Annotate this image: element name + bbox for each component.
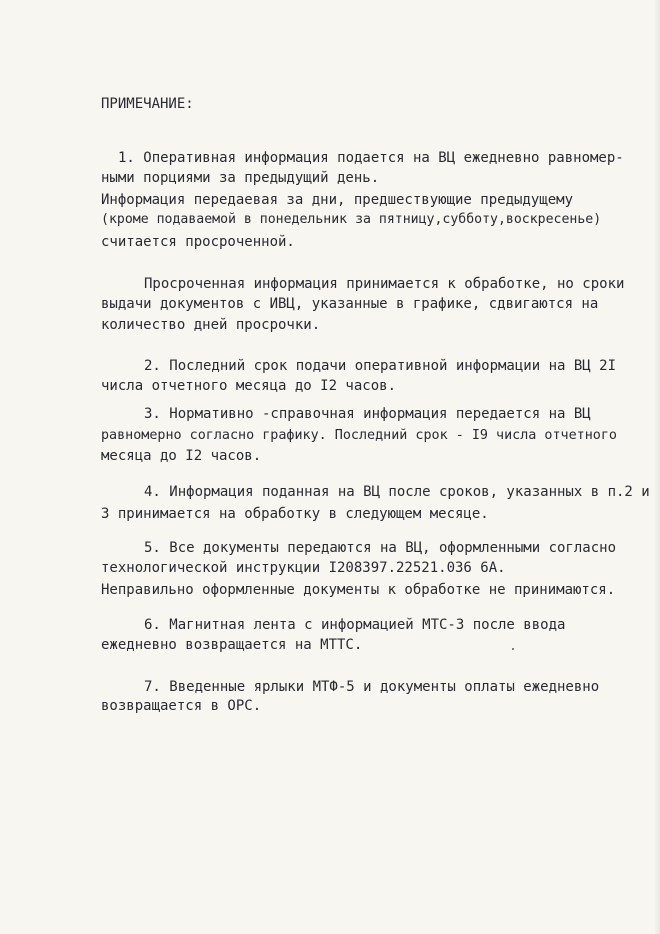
paragraph-6-line-2: технологической инструкции I208397.22521.036 6А. xyxy=(101,560,506,576)
paragraph-7-line-1: 6. Магнитная лента с информацией МТС-3 после ввода xyxy=(144,617,566,633)
paragraph-5-line-1: 4. Информация поданная на ВЦ после сроков, указанных в п.2 и xyxy=(144,484,650,500)
paragraph-1-line-1: 1. Оперативная информация подается на ВЦ ежедневно равномер- xyxy=(118,150,624,166)
paragraph-8-line-2: возвращается в ОРС. xyxy=(101,698,262,714)
paragraph-1-line-3: Информация передаевая за дни, предшествующие предыдущему xyxy=(101,192,574,208)
scan-speck xyxy=(512,648,514,650)
paragraph-4-line-1: 3. Нормативно -справочная информация передается на ВЦ xyxy=(144,406,591,422)
paragraph-2-line-3: количество дней просрочки. xyxy=(101,317,321,333)
paragraph-4-line-2: равномерно согласно графику. Последний срок - I9 числа отчетного xyxy=(101,428,617,443)
paragraph-1-line-2: ными порциями за предыдущий день. xyxy=(101,170,380,186)
paragraph-4-line-3: месяца до I2 часов. xyxy=(101,448,262,464)
paragraph-8-line-1: 7. Введенные ярлыки МТФ-5 и документы оплаты ежедневно xyxy=(144,679,600,695)
paragraph-1-line-4: (кроме подаваемой в понедельник за пятницу,субботу,воскресенье) xyxy=(101,212,602,227)
paragraph-6-line-3: Неправильно оформленные документы к обработке не принимаются. xyxy=(101,582,616,598)
paragraph-3-line-2: числа отчетного месяца до I2 часов. xyxy=(101,378,397,394)
page-edge-shadow xyxy=(654,0,660,934)
paragraph-3-line-1: 2. Последний срок подачи оперативной информации на ВЦ 2I xyxy=(144,358,617,374)
paragraph-2-line-2: выдачи документов с ИВЦ, указанные в графике, сдвигаются на xyxy=(101,296,599,312)
paragraph-7-line-2: ежедневно возвращается на МТТС. xyxy=(101,637,363,653)
paragraph-2-line-1: Просроченная информация принимается к обработке, но сроки xyxy=(144,276,625,292)
paragraph-5-line-2: 3 принимается на обработку в следующем месяце. xyxy=(101,506,489,522)
paragraph-1-line-5: считается просроченной. xyxy=(101,234,295,250)
note-heading: ПРИМЕЧАНИЕ: xyxy=(101,96,194,112)
paragraph-6-line-1: 5. Все документы передаются на ВЦ, оформленными согласно xyxy=(144,540,617,556)
